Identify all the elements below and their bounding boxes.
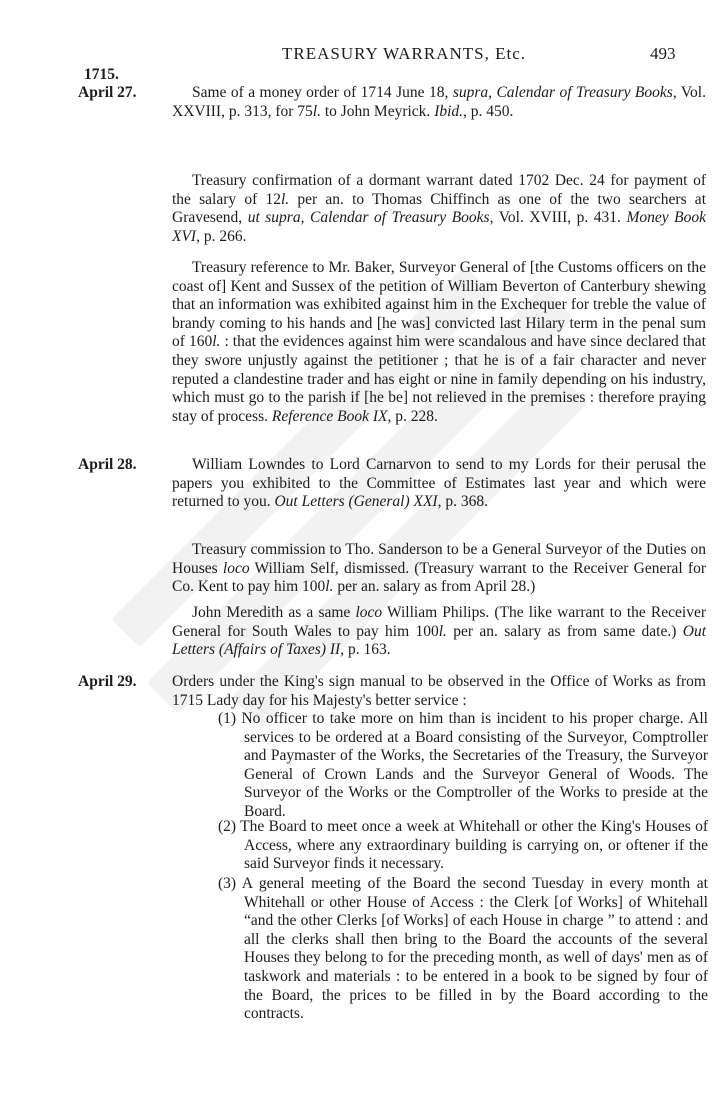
italic-text: l. [438,622,447,640]
text-run: , p. 163. [340,641,391,659]
text-run: Treasury reference to Mr. Baker, Surveyor General of [the Customs officers on the coast of] Kent and Sussex of the petition of William Beverton of Canterbury shewing that an information was exhibited against him in the Exchequer for treble the value of brandy coming to his hands and [he was] convicted last Hilary term in the penal sum of 160 [172,259,706,351]
entry-paragraph [172,259,706,426]
entry-paragraph [172,172,706,246]
italic-text: loco [222,559,250,577]
italic-text: supra, Calendar of Treasury Books [452,84,673,101]
italic-text: Out Letters (Affairs of Taxes) II [172,622,706,659]
text-run: per an. salary as from same date.) [446,622,683,640]
text-run: , p. 368. [437,493,488,511]
text-run: to John Meyrick. [320,102,435,120]
entry-paragraph [172,456,706,512]
text-run: , p. 450. [463,102,514,120]
italic-text: Ibid. [434,102,464,120]
italic-text: l. [325,578,334,596]
text-run: Orders under the King's sign manual to be observed in the Office of Works as from 1715 Lady day for his Majesty's better service : [172,673,706,709]
italic-text: l. [312,102,321,120]
italic-text: loco [355,604,383,621]
entry-date: April 29. [78,673,137,690]
italic-text: Out Letters (General) XXI [274,493,438,511]
italic-text: Money Book XVI [172,209,706,245]
entry-paragraph [172,673,706,710]
text-run: per an. to Thomas Chiffinch as one of the two searchers at Gravesend, [172,190,706,227]
text-run: John Meredith as a same [192,604,356,621]
text-run: per an. salary as from April 28.) [333,578,536,596]
entry-paragraph [172,541,706,597]
text-run: William Philips. (The like warrant to the Receiver General for South Wales to pay him 100 [172,604,706,640]
text-run: , p. 266. [196,227,247,245]
italic-text: ut supra, Calendar of Treasury Books [247,209,490,227]
entry-date: April 28. [78,456,137,473]
numbered-item: (1) No officer to take more on him than is incident to his proper charge. All services to be ordered at a Board consisting of the Surveyor, Comptroller and Paymaster of the Works, the Secretaries of the Treasury, the Surveyor General of Crown Lands and the Surveyor General of Woods. The Surveyor of the Works or the Comptroller of the Works to preside at the Board. [218,710,708,820]
running-header [0,44,728,68]
numbered-item: (2) The Board to meet once a week at Whitehall or other the King's Houses of Access, where any extraordinary building is carrying on, or oftener if the said Surveyor finds it necessary. [218,818,708,873]
text-run: , Vol. XXVIII, p. 313, for 75 [172,84,706,120]
text-run: Treasury commission to Tho. Sanderson to be a General Surveyor of the Duties on Houses [172,541,706,577]
italic-text: Reference Book IX [271,407,388,425]
entry-paragraph [172,604,706,660]
running-title: TREASURY WARRANTS, Etc. [282,44,527,63]
text-run: Treasury confirmation of a dormant warrant dated 1702 Dec. 24 for payment of the salary of 12 [172,172,706,208]
text-run: : that the evidences against him were scandalous and have since declared that they swore unjustly against the petitioner ; that he is of a fair character and never reputed a clandestine trader and has eight or nine in family depending on his industry, which must go to the parish if [he be] not relieved in the premises : therefore praying stay of process. [172,333,706,425]
entry-paragraph [172,84,706,121]
year-label: 1715. [84,66,119,83]
text-run: William Self, dismissed. (Treasury warrant to the Receiver General for Co. Kent to pay him 100 [172,559,706,596]
text-run: , p. 228. [387,407,438,425]
text-run: Same of a money order of 1714 June 18, [192,84,453,101]
italic-text: l. [280,190,290,208]
entry-date: April 27. [78,84,137,101]
text-run: William Lowndes to Lord Carnarvon to send to my Lords for their perusal the papers you exhibited to the Committee of Estimates last year and which were returned to you. [172,456,706,511]
text-run: , Vol. XVIII, p. 431. [489,209,627,227]
page-number: 493 [650,44,676,63]
numbered-item: (3) A general meeting of the Board the second Tuesday in every month at Whitehall or other House of Access : the Clerk [of Works] of Whitehall “and the other Clerks [of Works] of each House in charge ” to attend : and all the clerks shall then bring to the Board the accounts of the several Houses they belong to for the preceding month, as well of days' men as of taskwork and materials : to be entered in a book to be signed by four of the Board, the prices to be filled in by the Board according to the contracts. [218,875,708,1023]
italic-text: l. [212,333,221,351]
